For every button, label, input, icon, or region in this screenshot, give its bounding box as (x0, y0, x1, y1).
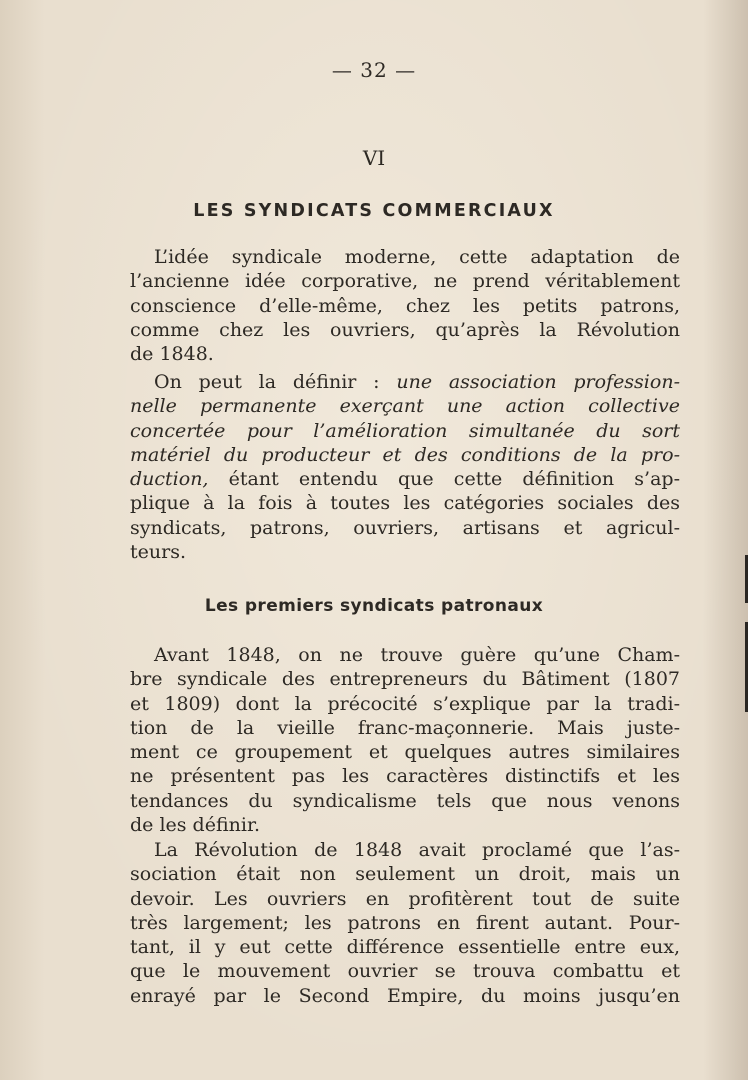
text-line (130, 394, 680, 418)
text-line: syndicats, patrons, ouvriers, artisans et agricul- (130, 516, 680, 539)
text-line (130, 467, 680, 491)
text-line: tion de la vieille franc-maçonnerie. Mais juste- (130, 716, 680, 739)
text-line: conscience d’elle-même, chez les petits patrons, (130, 294, 680, 317)
definition-italic: nelle permanente exerçant une action collective (130, 395, 680, 418)
text-line: bre syndicale des entrepreneurs du Bâtiment (1807 (130, 668, 680, 691)
text-line: devoir. Les ouvriers en profitèrent tout de suite (130, 887, 680, 910)
text-line: et 1809) dont la précocité s’explique par la tradi- (130, 692, 680, 715)
text-line (130, 370, 680, 394)
definition-italic: duction, (130, 468, 209, 491)
text-line (130, 443, 680, 467)
definition-italic: matériel du producteur et des conditions de la pro- (130, 443, 680, 466)
chapter-number: VI (362, 146, 386, 170)
text-line: L’idée syndicale moderne, cette adaptation de (154, 246, 680, 268)
text-line: plique à la fois à toutes les catégories sociales des (130, 492, 680, 515)
text-line: tant, il y eut cette différence essentielle entre eux, (130, 936, 680, 959)
text-span: On peut la définir : (154, 371, 397, 393)
text-line: comme chez les ouvriers, qu’après la Révolution (130, 318, 680, 341)
text-line: de les définir. (130, 814, 260, 837)
text-line: sociation était non seulement un droit, mais un (130, 863, 680, 886)
text-line: teurs. (130, 541, 186, 564)
page-number: — 32 — (331, 58, 417, 82)
text-line: que le mouvement ouvrier se trouva combattu et (130, 960, 680, 983)
definition-italic: concertée pour l’amélioration simultanée du sort (130, 419, 680, 442)
definition-italic: une association profession- (396, 371, 680, 393)
chapter-title: LES SYNDICATS COMMERCIAUX (193, 201, 555, 221)
text-line (130, 419, 680, 443)
paragraph-before-1848 (130, 643, 680, 837)
paragraph-definition (130, 370, 680, 564)
text-span: étant entendu que cette définition s’ap- (208, 468, 680, 491)
paragraph-intro (130, 245, 680, 366)
text-line: de 1848. (130, 343, 214, 366)
text-line: tendances du syndicalisme tels que nous venons (130, 789, 680, 812)
text-line: Avant 1848, on ne trouve guère qu’une Cham- (154, 644, 680, 666)
text-line: ment ce groupement et quelques autres similaires (130, 741, 680, 764)
paragraph-revolution-1848 (130, 838, 680, 1008)
section-title: Les premiers syndicats patronaux (204, 596, 544, 616)
text-line: ne présentent pas les caractères distinctifs et les (130, 765, 680, 788)
text-line: La Révolution de 1848 avait proclamé que l’as- (154, 839, 680, 861)
text-line: enrayé par le Second Empire, du moins jusqu’en (130, 984, 680, 1007)
text-line: l’ancienne idée corporative, ne prend véritablement (130, 270, 680, 293)
text-line: très largement; les patrons en firent autant. Pour- (130, 911, 680, 934)
